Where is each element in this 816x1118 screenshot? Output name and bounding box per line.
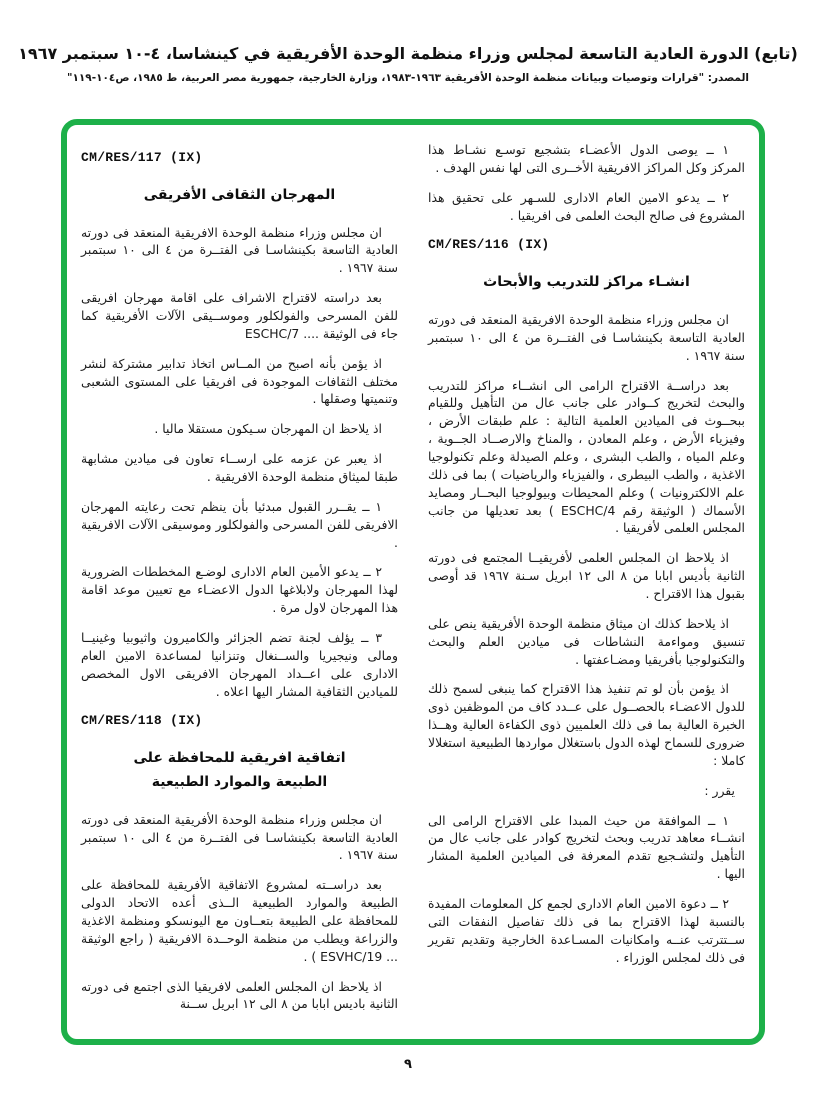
paragraph: ١ ــ يوصى الدول الأعضـاء بتشجيع توسـع نشـاط هذا المركز وكل المراكز الافريقية الأخــرى التى لها نفس الهدف . [428, 142, 745, 175]
page-number: ٩ [404, 1057, 412, 1072]
paragraph: اذ يلاحظ كذلك ان ميثاق منظمة الوحدة الأفريقية ينص على تنسيق ومواءمة النشاطات فى ميادين العلم والبحث والتكنولوجيا بأفريقيا ومضـاعفتها . [428, 615, 745, 667]
paragraph: ٢ ــ يدعو الأمين العام الادارى لوضـع المخططات الضرورية لهذا المهرجان ولابلاغها الدول الاعضـاء مع تعيين موعد اقامة هذا المهرجان لاول مرة . [81, 564, 398, 616]
paragraph: ان مجلس وزراء منظمة الوحدة الافريقية المنعقد فى دورته العادية التاسعة بكينشاسـا فى الفتــرة من ٤ الى ١٠ سبتمبر سنة ١٩٦٧ . [428, 311, 745, 363]
page-title: (تابع) الدورة العادية التاسعة لمجلس وزراء منظمة الوحدة الأفريقية في كينشاسا، ٤-١٠ سبتمبر ١٩٦٧ [18, 44, 798, 63]
section-title: اتفاقية افريقية للمحافظة على الطبيعة والموارد الطبيعية [133, 750, 346, 790]
column-right [428, 141, 745, 1029]
paragraph: ١ ــ الموافقة من حيث المبدا على الاقتراح الرامى الى انشــاء معاهد تدريب وبحث لتخريج كوادر على جانب عال من التأهيل ولتشـجيع تقدم المعرفة فى الميادين العلمية المشار اليها . [428, 812, 745, 882]
paragraph: اذ يؤمن بأنه اصبح من المــاس اتخاذ تدابير مشتركة لنشر مختلف الثقافات الموجودة فى افريقيا على المستوى الشعبى وتنميتها وصقلها . [81, 355, 398, 407]
paragraph: اذ يلاحظ ان المجلس العلمى لأفريقيــا المجتمع فى دورته الثانية بأديس ابابا من ٨ الى ١٢ ابريل سـنة ١٩٦٧ قد أوصى بقبول هذا الاقتراح . [428, 550, 745, 601]
two-column-layout [81, 141, 745, 1029]
paragraph: ٣ ــ يؤلف لجنة تضم الجزائر والكاميرون واثيوبيا وغينيــا ومالى ونيجيريا والســنغال وتنزانيا لمساعدة الامين العام الادارى على اعــداد المهرجان الافريقى الاول المخصص للميادين الثقافية المشار اليها اعلاه . [81, 629, 398, 699]
column-left [81, 141, 398, 1029]
paragraph: ٢ ــ دعوة الامين العام الادارى لجمع كل المعلومات المفيدة بالنسبة لهذا الاقتراح بما فى ذلك تفاصيل النفقات التى ســتترتب عنــه وامكانيات المسـاعدة الخارجية وتقديم تقرير فى ذلك لمجلس الوزراء . [428, 896, 745, 965]
paragraph: اذ يلاحظ ان المجلس العلمى لافريقيا الذى اجتمع فى دورته الثانية باديس ابابا من ٨ الى ١٢ ابريل ســنة [81, 978, 398, 1012]
section-title: انشـاء مراكز للتدريب والأبحاث [483, 274, 690, 291]
paragraph: اذ يلاحظ ان المهرجان سـيكون مستقلا ماليا . [154, 421, 382, 437]
resolution-code: CM/RES/118 (IX) [81, 713, 203, 729]
resolution-code: CM/RES/116 (IX) [428, 237, 550, 253]
paragraph: بعد دراسته لاقتراح الاشراف على اقامة مهرجان افريقى للفن المسرحى والفولكلور وموســيقى الآلات الأفريقية كما جاء فى الوثيقة .... ESCHC/7 [81, 290, 398, 341]
paragraph: بعد دراســة الاقتراح الرامى الى انشــاء مراكز للتدريب والبحث لتخريج كــوادر على جانب عال من التأهيل وللقيام ببحــوث فى الميادين العلمية التالية : علم طبقات الأرض ، وفيزياء الأرض ، وعلم المعادن ، والمناخ والارصــاد الجــوية ، وعلم المياه ، والطب البشرى ، وعلم الصيدلة وعلم تكنولوجيا الاغذية ، والطب البيطرى ، والفيزياء والرياضيات ) بما فى ذلك علم الالكترونيات ) وعلم المحيطات وبيولوجيا البحــار ومصايد الأسماك ( الوثيقة رقم ESCHC/4 ) بعد تعديلها من جانب المجلس العلمى لأفريقيا . [428, 377, 745, 536]
source-citation: المصدر: "قرارات وتوصيات وبيانات منظمة الوحدة الأفريقية ١٩٦٣-١٩٨٣، وزارة الخارجية، جمهورية مصر العربية، ط ١٩٨٥، ص١٠٤-١١٩" [67, 72, 749, 84]
paragraph: ان مجلس وزراء منظمة الوحدة الافريقية المنعقد فى دورته العادية التاسعة بكينشاسـا فى الفتــرة من ٤ الى ١٠ سبتمبر سنة ١٩٦٧ . [81, 224, 398, 276]
paragraph: ١ ــ يقــرر القبول مبدئيا بأن ينظم تحت رعايته المهرجان الافريقى للفن المسرحى والفولكلور وموسيقى الآلات الافريقية . [81, 498, 398, 550]
paragraph: ان مجلس وزراء منظمة الوحدة الأفريقية المنعقد فى دورته العادية التاسعة بكينشاسـا فى الفتــرة من ٤ الى ١٠ سبتمبر سنة ١٩٦٧ . [81, 811, 398, 863]
paragraph: يقرر : [704, 782, 735, 798]
green-border-box [61, 119, 765, 1045]
page-header [0, 0, 816, 84]
paragraph: بعد دراســته لمشروع الاتفاقية الأفريقية للمحافظة على الطبيعة والموارد الطبيعية الــذى أعده الاتحاد الدولى للمحافظة على الطبيعة بتعــاون مع اليونسكو ومنظمة الاغذية والزراعة ويطلب من منظمة الوحــدة الافريقية ( راجع الوثيقة ... ESVHC/19 ) . [81, 877, 398, 964]
paragraph: ٢ ــ يدعو الامين العام الادارى للسـهر على تحقيق هذا المشروع فى صالح البحث العلمى فى افريقيا . [428, 189, 745, 223]
paragraph: اذ يعبر عن عزمه على ارســاء تعاون فى ميادين مشابهة طبقا لميثاق منظمة الوحدة الافريقية . [81, 451, 398, 484]
paragraph: اذ يؤمن بأن لو تم تنفيذ هذا الاقتراح كما ينبغى لسمح ذلك للدول الاعضـاء بالحصــول على عــدد كاف من الموظفين ذوى الخبرة العالية بما فى ذلك العلميين ذوى الكفاءة العالية وهــذا ضرورى للسماح لهذه الدول باستغلال مواردها الطبيعية استغلالا كاملا : [428, 681, 745, 768]
section-title: المهرجان الثقافى الأفريقى [143, 186, 336, 203]
resolution-code: CM/RES/117 (IX) [81, 150, 203, 165]
